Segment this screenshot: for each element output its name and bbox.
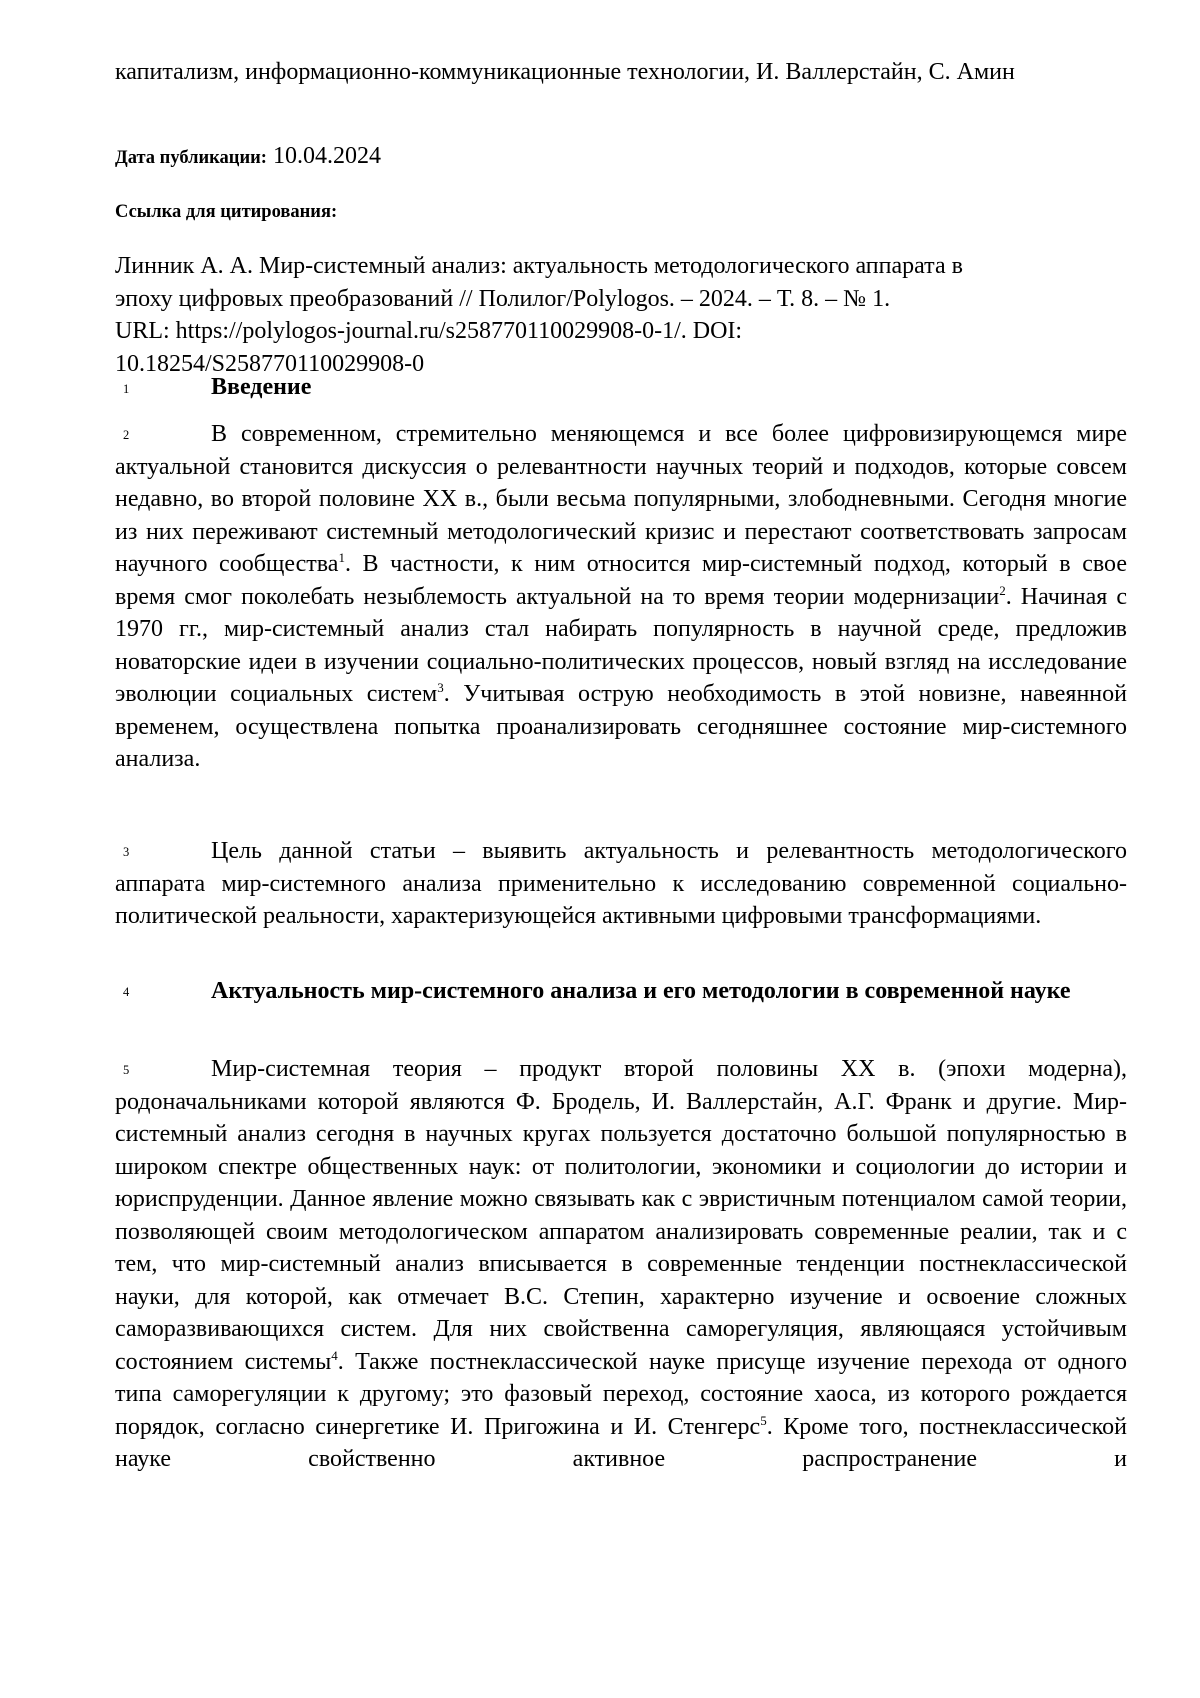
section-heading-relevance: Актуальность мир-системного анализа и его методологии в современной науке — [115, 975, 1127, 1008]
paragraph-3: Цель данной статьи – выявить актуальность и релевантность методологического аппарата мир-системного анализа применительно к исследованию современной социально-политической реальности, характеризующейся активными цифровыми трансформациями. — [115, 835, 1127, 933]
publication-date-line — [115, 140, 1127, 175]
paragraph-text: . Кроме того, постнеклассической науке свойственно активное распространение и — [115, 1414, 1127, 1473]
paragraph-text: В современном, стремительно меняющемся и все более цифровизирующемся мире актуальной становится дискуссия о релевантности научных теорий и подходов, которые совсем недавно, во второй половине XX в., были весьма популярными, злободневными. Сегодня многие из них переживают системный методологический кризис и перестают соответствовать запросам научного сообщества — [115, 421, 1127, 577]
paragraph-text: . В частности, к ним относится мир-системный подход, который в свое время смог поколебать незыблемость актуальной на то время теории модернизации — [115, 551, 1127, 610]
footnote-ref[interactable]: 2 — [999, 583, 1006, 598]
citation-line: эпоху цифровых преобразований // Полилог/Polylogos. – 2024. – Т. 8. – № 1. — [115, 283, 1127, 316]
paragraph-text: . Начиная с 1970 гг., мир-системный анализ стал набирать популярность в научной среде, предложив новаторские идеи в изучении социально-политических процессов, новый взгляд на исследование эволюции социальных систем — [115, 584, 1127, 708]
citation-line: 10.18254/S258770110029908-0 — [115, 348, 1127, 381]
footnote-ref[interactable]: 3 — [437, 680, 444, 695]
paragraph-5 — [115, 1053, 1127, 1476]
citation-line: Линник А. А. Мир-системный анализ: актуальность методологического аппарата в — [115, 250, 1127, 283]
paragraph-number: 4 — [123, 984, 129, 1000]
paragraph-number: 1 — [123, 381, 129, 397]
paragraph-2 — [115, 418, 1127, 776]
paragraph-number: 2 — [123, 427, 129, 443]
paragraph-text: . Также постнеклассической науке присуще изучение перехода от одного типа саморегуляции к другому; это фазовый переход, состояние хаоса, из которого рождается порядок, согласно синергетике И. Пригожина и И. Стенгерс — [115, 1349, 1127, 1440]
paragraph-text: . Учитывая острую необходимость в этой новизне, навеянной временем, осуществлена попытка проанализировать сегодняшнее состояние мир-системного анализа. — [115, 681, 1127, 772]
keywords-text: капитализм, информационно-коммуникационные технологии, И. Валлерстайн, С. Амин — [115, 56, 1127, 89]
footnote-ref[interactable]: 1 — [338, 550, 345, 565]
publication-date-value: 10.04.2024 — [273, 143, 381, 169]
paragraph-number: 3 — [123, 844, 129, 860]
citation-block — [115, 250, 1127, 380]
publication-date-label: Дата публикации: — [115, 148, 267, 168]
section-heading-introduction: Введение — [211, 371, 311, 404]
footnote-ref[interactable]: 4 — [331, 1348, 338, 1363]
citation-line: URL: https://polylogos-journal.ru/s258770110029908-0-1/. DOI: — [115, 315, 1127, 348]
citation-label: Ссылка для цитирования: — [115, 196, 1127, 229]
paragraph-text: Мир-системная теория – продукт второй половины XX в. (эпохи модерна), родоначальниками которой являются Ф. Бродель, И. Валлерстайн, А.Г. Франк и другие. Мир-системный анализ сегодня в научных кругах пользуется достаточно большой популярностью в широком спектре общественных наук: от политологии, экономики и социологии до истории и юриспруденции. Данное явление можно связывать как с эвристичным потенциалом самой теории, позволяющей своим методологическом аппаратом анализировать современные реалии, так и с тем, что мир-системный анализ вписывается в современные тенденции постнеклассической науки, для которой, как отмечает В.С. Степин, характерно изучение и освоение сложных саморазвивающихся систем. Для них свойственна саморегуляция, являющаяся устойчивым состоянием системы — [115, 1056, 1127, 1375]
paragraph-number: 5 — [123, 1062, 129, 1078]
footnote-ref[interactable]: 5 — [760, 1413, 767, 1428]
document-page — [0, 0, 1200, 1698]
